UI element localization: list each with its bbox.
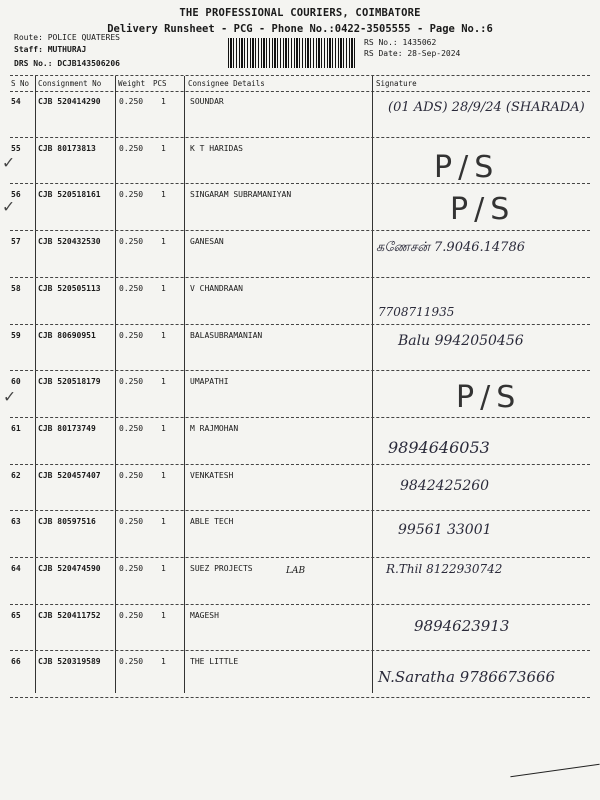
cell-consignee: UMAPATHI xyxy=(190,377,229,387)
rs-no-label: RS No.: xyxy=(364,38,398,47)
drs-label: DRS No.: xyxy=(14,59,53,68)
cell-pcs: 1 xyxy=(161,610,166,620)
cell-consignee: THE LITTLE xyxy=(190,657,239,667)
col-header-consignee: Consignee Details xyxy=(188,79,265,88)
cell-weight: 0.250 xyxy=(119,657,144,667)
col-header-pcs: PCS xyxy=(153,79,167,88)
staff-value: MUTHURAJ xyxy=(47,45,87,54)
header-top-rule xyxy=(10,75,590,76)
rs-no-value: 1435062 xyxy=(402,38,437,47)
cell-pcs: 1 xyxy=(161,564,166,573)
cell-consignee: M RAJMOHAN xyxy=(190,423,239,433)
signature-magesh: 9894623913 xyxy=(414,617,510,635)
col-divider xyxy=(372,76,373,693)
drs-line xyxy=(14,59,120,68)
cell-consignment: CJB 520474590 xyxy=(38,564,101,573)
cell-sno: 62 xyxy=(11,470,21,480)
cell-weight: 0.250 xyxy=(119,610,144,620)
row-divider xyxy=(10,324,590,325)
signature-rajmohan: 9894646053 xyxy=(388,438,490,457)
cell-consignment: CJB 520319589 xyxy=(38,657,101,667)
signature-abletech: 99561 33001 xyxy=(398,522,492,538)
rs-date-value: 28-Sep-2024 xyxy=(407,49,461,58)
route-label: Route: xyxy=(14,33,43,42)
cell-weight: 0.250 xyxy=(119,470,144,480)
cell-pcs: 1 xyxy=(161,377,166,387)
barcode-image xyxy=(228,38,356,68)
cell-sno: 54 xyxy=(11,97,21,106)
row-divider xyxy=(10,370,590,371)
cell-consignment: CJB 520411752 xyxy=(38,610,101,620)
route-line xyxy=(14,33,120,42)
cell-consignment: CJB 520432530 xyxy=(38,237,101,247)
cell-weight: 0.250 xyxy=(119,330,144,340)
drs-value: DCJB143506206 xyxy=(57,59,120,68)
rs-date-label: RS Date: xyxy=(364,49,403,58)
tick-mark-55: ✓ xyxy=(3,152,14,173)
signature-chandraan: 7708711935 xyxy=(378,305,455,319)
col-header-weight: Weight xyxy=(118,79,146,88)
signature-venkatesh: 9842425260 xyxy=(400,478,490,494)
signature-balasubramanian: Balu 9942050456 xyxy=(398,333,524,349)
row-divider xyxy=(10,183,590,184)
cell-pcs: 1 xyxy=(161,657,166,667)
header-bottom-rule xyxy=(10,91,590,92)
cell-consignment: CJB 520414290 xyxy=(38,97,101,106)
cell-sno: 58 xyxy=(11,283,21,293)
cell-sno: 66 xyxy=(11,657,21,667)
cell-pcs: 1 xyxy=(161,423,166,433)
signature-ganesan: கணேசன் 7.9046.14786 xyxy=(376,240,525,255)
signature-umapathi: P/S xyxy=(456,380,522,415)
cell-consignee: VENKATESH xyxy=(190,470,234,480)
signature-haridas: P/S xyxy=(434,150,500,185)
cell-pcs: 1 xyxy=(161,470,166,480)
cell-pcs: 1 xyxy=(161,283,166,293)
cell-weight: 0.250 xyxy=(119,564,144,573)
cell-consignment: CJB 520518179 xyxy=(38,377,101,387)
cell-sno: 60 xyxy=(11,377,21,387)
cell-sno: 64 xyxy=(11,564,21,573)
col-header-sno: S No xyxy=(11,79,30,88)
cell-weight: 0.250 xyxy=(119,283,144,293)
cell-sno: 63 xyxy=(11,517,21,527)
signature-suez: R.Thil 8122930742 xyxy=(386,562,503,576)
cell-pcs: 1 xyxy=(161,330,166,340)
cell-consignee: K T HARIDAS xyxy=(190,143,243,153)
document-subtitle: Delivery Runsheet - PCG - Phone No.:0422-3505555 - Page No.:6 xyxy=(107,23,493,35)
cell-consignee: SOUNDAR xyxy=(190,97,224,106)
cell-consignment: CJB 80173813 xyxy=(38,143,96,153)
cell-sno: 61 xyxy=(11,423,21,433)
route-value: POLICE QUATERES xyxy=(47,33,120,42)
staff-label: Staff: xyxy=(14,45,43,54)
row-divider xyxy=(10,697,590,698)
cell-pcs: 1 xyxy=(161,237,166,247)
signature-singaram: P/S xyxy=(450,192,516,227)
cell-sno: 65 xyxy=(11,610,21,620)
cell-weight: 0.250 xyxy=(119,97,144,106)
col-header-signature: Signature xyxy=(376,79,417,88)
cell-consignment: CJB 520505113 xyxy=(38,283,101,293)
row-divider xyxy=(10,230,590,231)
rs-no-line xyxy=(364,38,436,47)
col-header-consignment: Consignment No xyxy=(38,79,102,88)
cell-pcs: 1 xyxy=(161,97,166,106)
col-divider xyxy=(184,76,185,693)
cell-consignee: V CHANDRAAN xyxy=(190,283,243,293)
cell-weight: 0.250 xyxy=(119,517,144,527)
row-divider xyxy=(10,604,590,605)
cell-consignment: CJB 80597516 xyxy=(38,517,96,527)
cell-pcs: 1 xyxy=(161,517,166,527)
cell-sno: 56 xyxy=(11,190,21,200)
row-divider xyxy=(10,650,590,651)
cell-pcs: 1 xyxy=(161,143,166,153)
row-divider xyxy=(10,417,590,418)
rs-date-line xyxy=(364,49,460,58)
tick-mark-56: ✓ xyxy=(3,196,14,217)
cell-consignee: SUEZ PROJECTS xyxy=(190,564,253,573)
tick-mark-60: ✓ xyxy=(4,386,15,407)
cell-pcs: 1 xyxy=(161,190,166,200)
cell-consignee: MAGESH xyxy=(190,610,219,620)
scan-edge-line xyxy=(510,764,599,778)
cell-weight: 0.250 xyxy=(119,423,144,433)
row-divider xyxy=(10,277,590,278)
cell-consignee: ABLE TECH xyxy=(190,517,234,527)
signature-thelittle: N.Saratha 9786673666 xyxy=(378,668,556,686)
cell-sno: 57 xyxy=(11,237,21,247)
cell-consignee: GANESAN xyxy=(190,237,224,247)
cell-weight: 0.250 xyxy=(119,377,144,387)
col-divider xyxy=(115,76,116,693)
row-divider xyxy=(10,137,590,138)
signature-soundar: (01 ADS) 28/9/24 (SHARADA) xyxy=(388,100,585,115)
cell-consignment: CJB 520518161 xyxy=(38,190,101,200)
cell-consignee: BALASUBRAMANIAN xyxy=(190,330,263,340)
cell-weight: 0.250 xyxy=(119,190,144,200)
staff-line xyxy=(14,45,86,54)
cell-weight: 0.250 xyxy=(119,237,144,247)
cell-consignee: SINGARAM SUBRAMANIYAN xyxy=(190,190,292,200)
lab-annotation: LAB xyxy=(286,566,306,576)
row-divider xyxy=(10,557,590,558)
cell-consignment: CJB 80690951 xyxy=(38,330,96,340)
cell-weight: 0.250 xyxy=(119,143,144,153)
document-title: THE PROFESSIONAL COURIERS, COIMBATORE xyxy=(179,7,421,19)
row-divider xyxy=(10,464,590,465)
col-divider xyxy=(35,76,36,693)
cell-consignment: CJB 520457407 xyxy=(38,470,101,480)
cell-consignment: CJB 80173749 xyxy=(38,423,96,433)
row-divider xyxy=(10,510,590,511)
cell-sno: 55 xyxy=(11,143,21,153)
cell-sno: 59 xyxy=(11,330,21,340)
